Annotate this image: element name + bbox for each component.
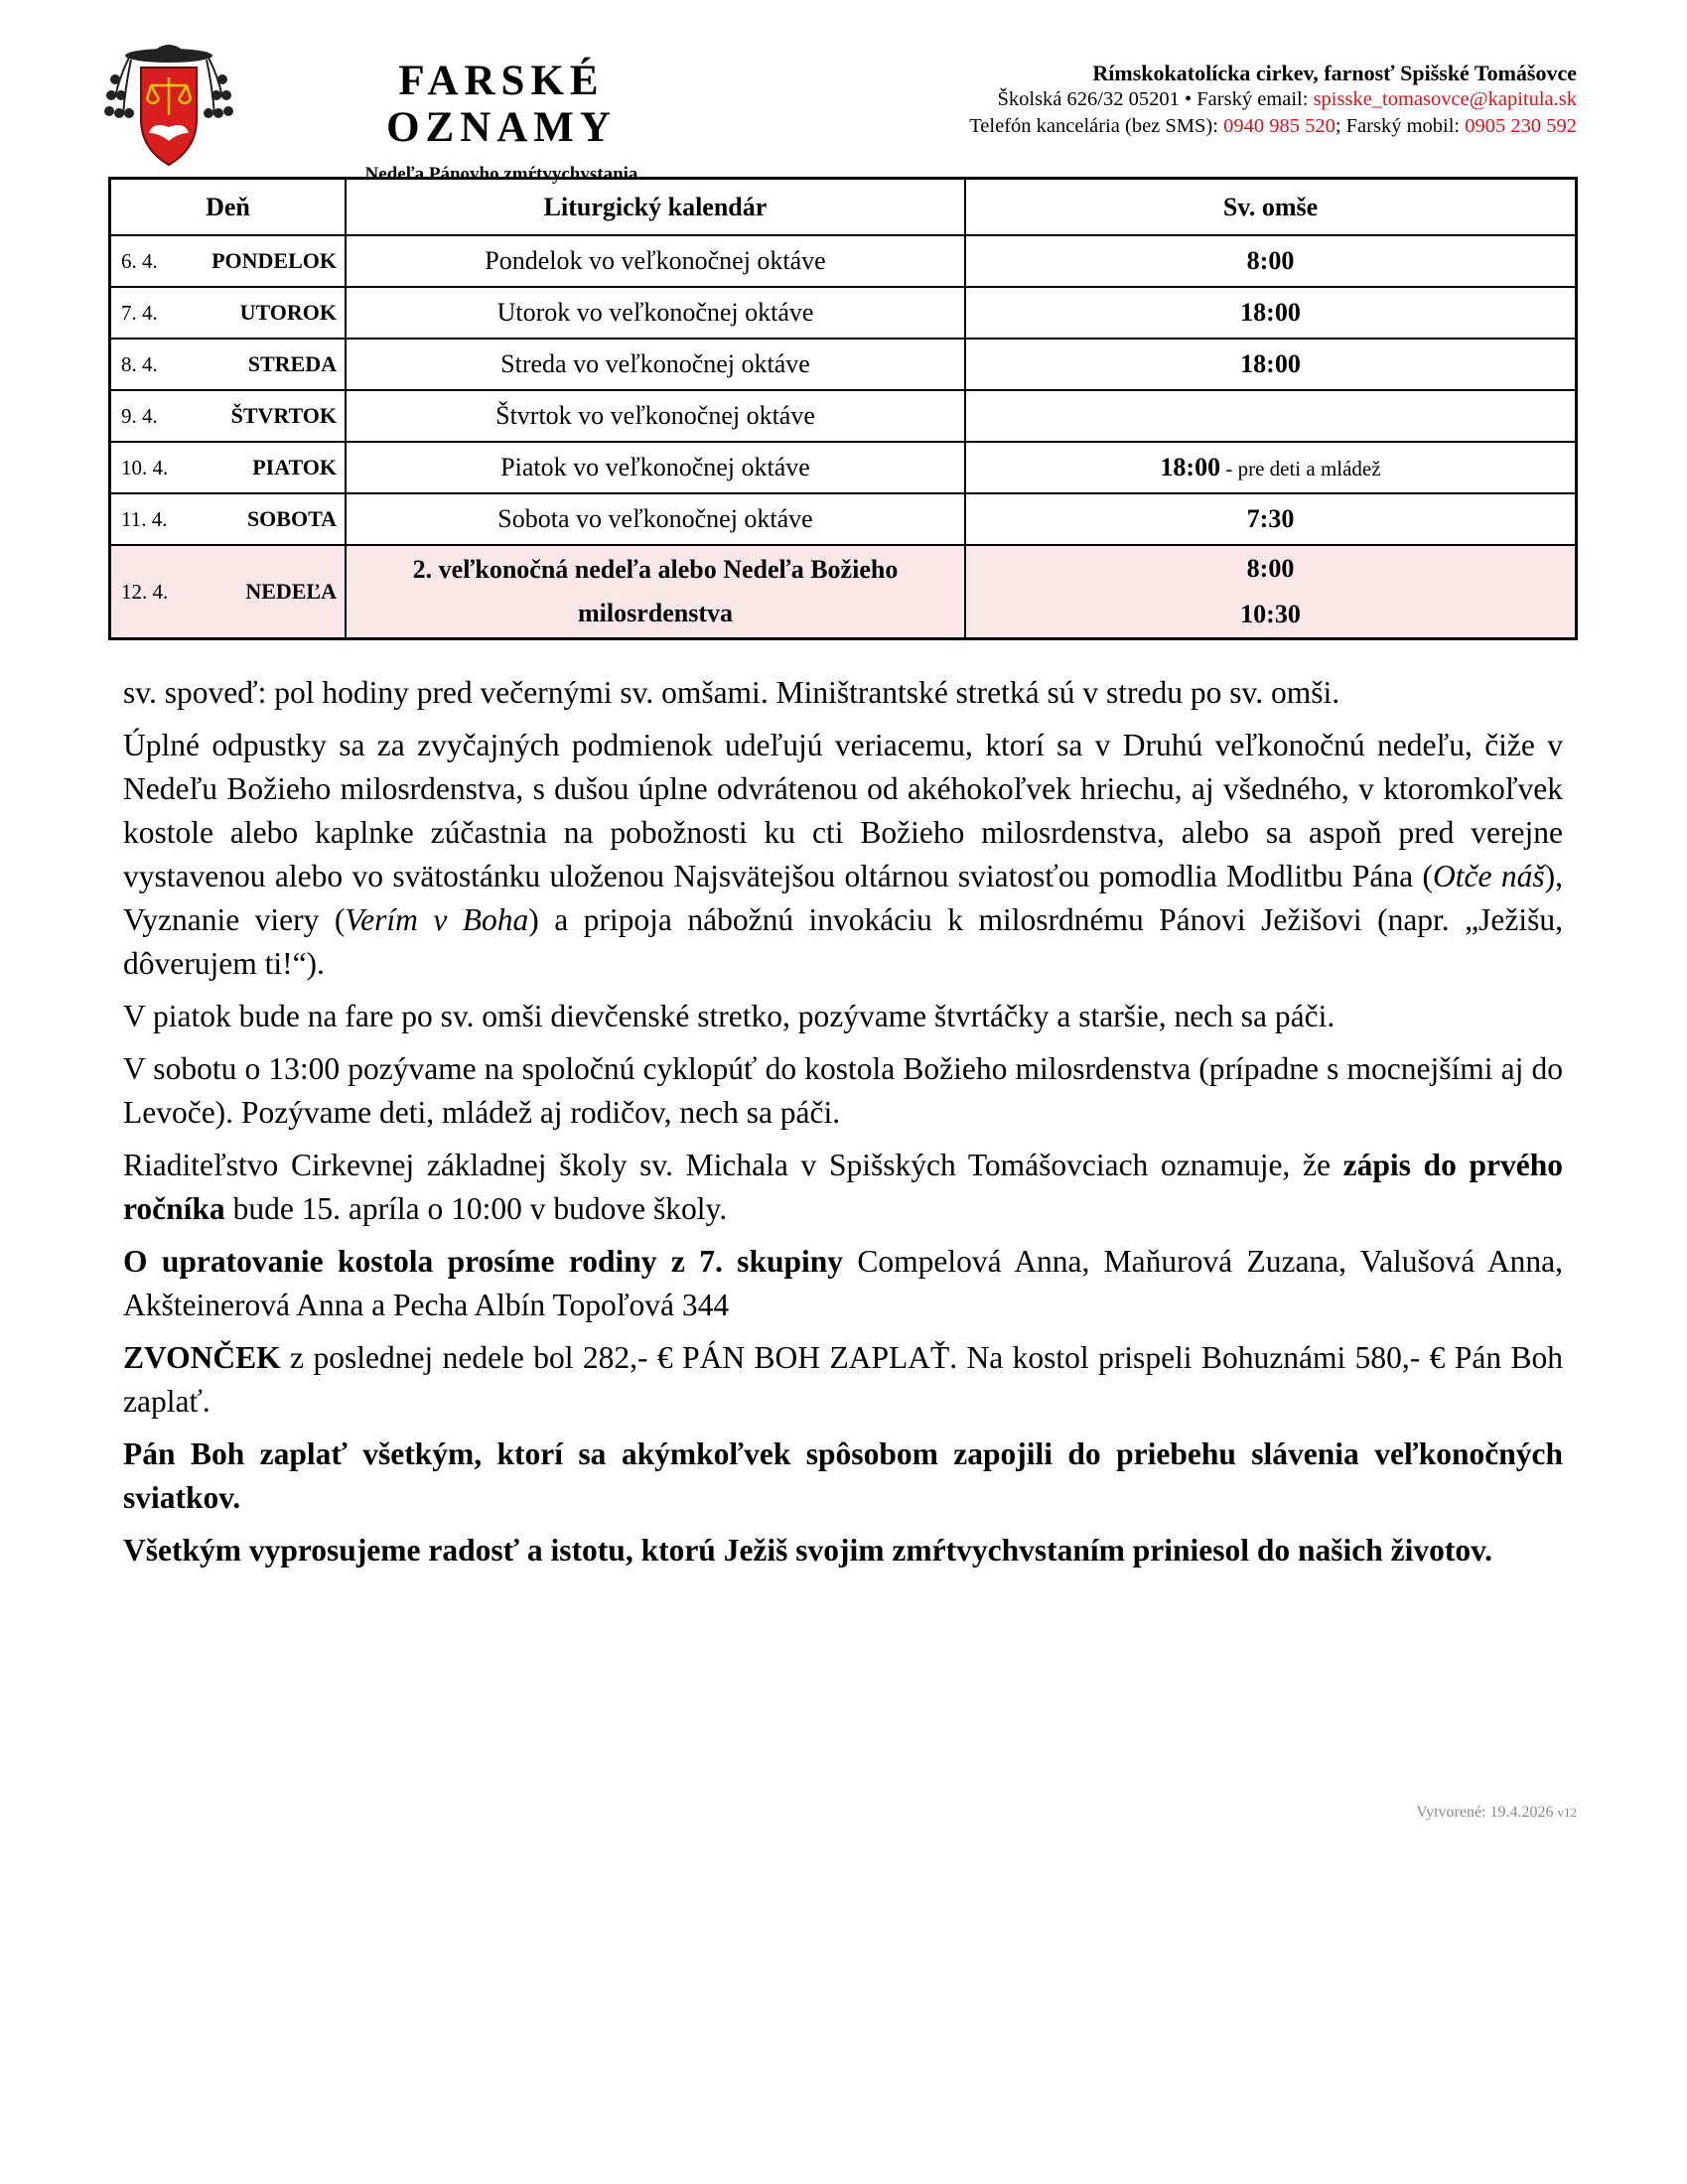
wish-paragraph bbox=[123, 1529, 1563, 1572]
calendar-cell: Streda vo veľkonočnej oktáve bbox=[346, 339, 965, 390]
mass-note: - pre deti a mládež bbox=[1220, 457, 1381, 480]
day-name: ŠTVRTOK bbox=[230, 403, 337, 428]
day-date: 7. 4. bbox=[121, 300, 158, 325]
calendar-cell: Štvrtok vo veľkonočnej oktáve bbox=[346, 390, 965, 442]
phone-mobile-label: ; Farský mobil: bbox=[1335, 115, 1466, 137]
school-text-1: Riaditeľstvo Cirkevnej základnej školy sv. Michala v Spišských Tomášovciach oznamuje, že bbox=[123, 1148, 1343, 1182]
mass-cell bbox=[965, 390, 1577, 442]
indulgence-paragraph bbox=[123, 724, 1563, 986]
calendar-cell: Sobota vo veľkonočnej oktáve bbox=[346, 493, 965, 545]
day-name: UTOROK bbox=[239, 300, 337, 325]
day-cell bbox=[110, 545, 347, 639]
phone-mobile: 0905 230 592 bbox=[1465, 115, 1577, 137]
school-enrollment: zápis do prvého ročníka bbox=[123, 1148, 1564, 1226]
girls-meeting-paragraph: V piatok bude na fare po sv. omši dievčenské stretko, pozývame štvrtáčky a staršie, nech sa páči. bbox=[123, 999, 1336, 1033]
organization-name: Rímskokatolícka cirkev, farnosť Spišské Tomášovce bbox=[1092, 61, 1577, 85]
day-cell bbox=[110, 442, 347, 493]
table-header-row bbox=[110, 179, 1577, 236]
school-paragraph bbox=[123, 1144, 1563, 1231]
mass-cell bbox=[965, 545, 1577, 639]
mass-cell bbox=[965, 287, 1577, 339]
collection-text: z poslednej nedele bol 282,- € PÁN BOH ZAPLAŤ. Na kostol prispeli Bohuznámi 580,- € Pán Boh zaplať. bbox=[123, 1340, 1563, 1419]
calendar-cell bbox=[346, 545, 965, 639]
header-day: Deň bbox=[110, 179, 347, 236]
cleaning-heading: O upratovanie kostola prosíme rodiny z 7. skupiny bbox=[123, 1244, 844, 1279]
mass-time-2: 10:30 bbox=[1240, 600, 1301, 628]
day-name: STREDA bbox=[247, 351, 337, 376]
header-masses: Sv. omše bbox=[965, 179, 1577, 236]
calendar-line-1: 2. veľkonočná nedeľa alebo Nedeľa Božieho bbox=[412, 555, 899, 584]
title-block bbox=[288, 58, 715, 186]
mass-cell bbox=[965, 493, 1577, 545]
prayer-name-2: Verím v Boha bbox=[345, 902, 529, 937]
prayer-name-1: Otče náš bbox=[1432, 859, 1545, 893]
calendar-line-2: milosrdenstva bbox=[578, 599, 733, 627]
day-date: 9. 4. bbox=[121, 403, 158, 428]
collection-heading: ZVONČEK bbox=[123, 1340, 281, 1375]
day-name: SOBOTA bbox=[246, 506, 337, 531]
bike-trip-paragraph: V sobotu o 13:00 pozývame na spoločnú cyklopúť do kostola Božieho milosrdenstva (prípadne s mocnejšími aj do Levoče). Pozývame deti, mládež aj rodičov, nech sa páči. bbox=[123, 1051, 1563, 1130]
version-label: v12 bbox=[1557, 1805, 1577, 1820]
table-row bbox=[110, 339, 1577, 390]
day-cell bbox=[110, 287, 347, 339]
day-name: PIATOK bbox=[252, 455, 337, 479]
school-text-2: bude 15. apríla o 10:00 v budove školy. bbox=[224, 1191, 728, 1226]
indulgence-text-3: ) a pripoja nábožnú invokáciu k milosrdnému Pánovi Ježišovi (napr. „Ježišu, dôverujem ti!“). bbox=[123, 902, 1563, 981]
mass-cell bbox=[965, 442, 1577, 493]
announcements bbox=[123, 671, 1563, 1581]
calendar-cell: Utorok vo veľkonočnej oktáve bbox=[346, 287, 965, 339]
day-name: NEDEĽA bbox=[245, 579, 337, 604]
mass-cell bbox=[965, 339, 1577, 390]
day-date: 12. 4. bbox=[121, 579, 169, 604]
wish-text: Všetkým vyprosujeme radosť a istotu, ktorú Ježiš svojim zmŕtvychvstaním priniesol do našich životov. bbox=[123, 1533, 1493, 1568]
calendar-cell: Pondelok vo veľkonočnej oktáve bbox=[346, 235, 965, 287]
thanks-text: Pán Boh zaplať všetkým, ktorí sa akýmkoľvek spôsobom zapojili do priebehu slávenia veľkonočných sviatkov. bbox=[123, 1436, 1563, 1515]
table-row bbox=[110, 235, 1577, 287]
mass-time-1: 8:00 bbox=[1246, 554, 1295, 583]
mass-time: 18:00 bbox=[1240, 298, 1301, 327]
cleaning-families: Compelová Anna, Maňurová Zuzana, Valušová Anna, Akšteinerová Anna a Pecha Albín Topoľová 344 bbox=[123, 1244, 1564, 1322]
day-date: 10. 4. bbox=[121, 455, 169, 479]
mass-time: 18:00 bbox=[1160, 453, 1221, 481]
page-subtitle: Nedeľa Pánovho zmŕtvychvstania bbox=[364, 163, 638, 185]
thanks-paragraph bbox=[123, 1433, 1563, 1520]
day-cell bbox=[110, 390, 347, 442]
parish-coat-of-arms bbox=[101, 38, 236, 173]
page-title: FARSKÉ OZNAMY bbox=[386, 58, 617, 152]
day-date: 11. 4. bbox=[121, 506, 168, 531]
phone-office: 0940 985 520 bbox=[1223, 115, 1336, 137]
cleaning-paragraph bbox=[123, 1240, 1563, 1327]
address-text: Školská 626/32 05201 • Farský email: bbox=[997, 88, 1314, 110]
table-row-sunday bbox=[110, 545, 1577, 639]
table-row bbox=[110, 390, 1577, 442]
header-calendar: Liturgický kalendár bbox=[346, 179, 965, 236]
table-row bbox=[110, 287, 1577, 339]
mass-cell bbox=[965, 235, 1577, 287]
day-name: PONDELOK bbox=[211, 248, 337, 273]
day-cell bbox=[110, 493, 347, 545]
phone-office-label: Telefón kancelária (bez SMS): bbox=[969, 115, 1224, 137]
day-date: 6. 4. bbox=[121, 248, 158, 273]
address-line bbox=[969, 86, 1577, 113]
day-cell bbox=[110, 339, 347, 390]
indulgence-text-2: ), Vyznanie viery ( bbox=[123, 859, 1563, 937]
created-date: Vytvorené: 19.4.2026 bbox=[1416, 1804, 1558, 1821]
indulgence-text-1: Úplné odpustky sa za zvyčajných podmienok udeľujú veriacemu, ktorí sa v Druhú veľkonočnú nedeľu, čiže v Nedeľu Božieho milosrdenstva, s dušou úplne odvrátenou od akéhokoľvek hriechu, aj všedného, v ktoromkoľvek kostole alebo kaplnke zúčastnia na pobožnosti ku cti Božieho milosrdenstva, alebo sa aspoň pred verejne vystavenou alebo vo svätostánku uloženou Najsvätejšou oltárnou sviatosťou pomodlia Modlitbu Pána ( bbox=[123, 728, 1563, 893]
contact-info bbox=[969, 60, 1577, 140]
mass-time: 8:00 bbox=[1246, 246, 1295, 275]
day-date: 8. 4. bbox=[121, 351, 158, 376]
collection-paragraph bbox=[123, 1336, 1563, 1424]
calendar-cell: Piatok vo veľkonočnej oktáve bbox=[346, 442, 965, 493]
confession-paragraph: sv. spoveď: pol hodiny pred večernými sv. omšami. Miništrantské stretká sú v stredu po sv. omši. bbox=[123, 675, 1340, 710]
phone-line bbox=[969, 113, 1577, 140]
mass-schedule-table bbox=[108, 177, 1578, 640]
table-row bbox=[110, 493, 1577, 545]
day-cell bbox=[110, 235, 347, 287]
mass-time: 7:30 bbox=[1246, 504, 1295, 533]
mass-time: 18:00 bbox=[1240, 349, 1301, 378]
email-link[interactable]: spisske_tomasovce@kapitula.sk bbox=[1313, 88, 1577, 110]
table-row bbox=[110, 442, 1577, 493]
created-stamp bbox=[1416, 1804, 1577, 1822]
